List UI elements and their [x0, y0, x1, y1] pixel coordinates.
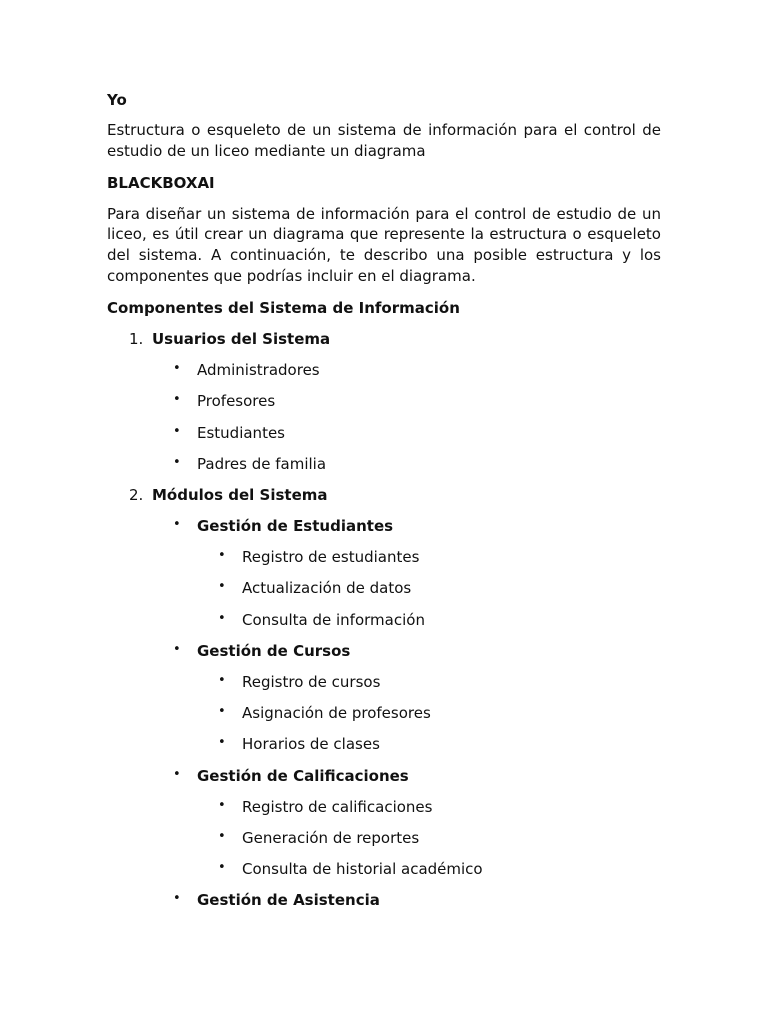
bullet-marker: •	[218, 673, 226, 689]
user-speaker-label: Yo	[107, 91, 127, 109]
sub-bullet-text: Consulta de información	[242, 610, 425, 629]
sub-bullet-text: Horarios de clases	[242, 735, 380, 754]
bullet-marker: •	[173, 891, 181, 907]
module-title: Gestión de Calificaciones	[197, 766, 409, 785]
bullet-marker: •	[173, 517, 181, 533]
bullet-item	[107, 390, 661, 421]
bullet-item	[107, 453, 661, 484]
bullet-marker: •	[173, 454, 181, 470]
numbered-item-title: Módulos del Sistema	[152, 485, 328, 504]
bullet-marker: •	[218, 828, 226, 844]
numbered-item	[107, 328, 661, 359]
bullet-item-text: Padres de familia	[197, 454, 327, 473]
bullet-marker: •	[173, 423, 181, 439]
sub-bullet-item	[107, 733, 661, 764]
sub-bullet-item	[107, 577, 661, 608]
sub-bullet-text: Actualización de datos	[242, 579, 412, 598]
module-item	[107, 765, 661, 796]
module-title: Gestión de Estudiantes	[197, 517, 394, 536]
sub-bullet-item	[107, 827, 661, 858]
bullet-marker: •	[218, 797, 226, 813]
bullet-marker: •	[218, 548, 226, 564]
bullet-marker: •	[173, 361, 181, 377]
sub-bullet-text: Registro de estudiantes	[242, 548, 420, 567]
user-message: Estructura o esqueleto de un sistema de información para el control de estudio de un liceo mediante un diagrama	[107, 121, 661, 160]
sub-bullet-text: Asignación de profesores	[242, 704, 431, 723]
bullet-marker: •	[218, 704, 226, 720]
module-item	[107, 889, 661, 920]
bullet-item-text: Profesores	[197, 392, 276, 411]
sub-bullet-item	[107, 671, 661, 702]
bullet-marker: •	[173, 766, 181, 782]
list-number: 2.	[129, 485, 144, 504]
sub-bullet-item	[107, 702, 661, 733]
bullet-item-text: Administradores	[197, 361, 320, 380]
assistant-speaker-label: BLACKBOXAI	[107, 173, 215, 192]
sub-bullet-item	[107, 546, 661, 577]
bullet-marker: •	[173, 641, 181, 657]
sub-bullet-item	[107, 796, 661, 827]
document-page	[107, 89, 661, 921]
bullet-item-text: Estudiantes	[197, 423, 285, 442]
module-title: Gestión de Cursos	[197, 641, 351, 660]
numbered-item-title: Usuarios del Sistema	[152, 329, 331, 348]
bullet-marker: •	[218, 735, 226, 751]
bullet-item	[107, 422, 661, 453]
module-item	[107, 640, 661, 671]
sub-bullet-text: Generación de reportes	[242, 828, 420, 847]
bullet-marker: •	[218, 610, 226, 626]
section-heading: Componentes del Sistema de Información	[107, 298, 460, 317]
sub-bullet-item	[107, 609, 661, 640]
sub-bullet-text: Consulta de historial académico	[242, 860, 483, 879]
module-item	[107, 515, 661, 546]
bullet-marker: •	[173, 392, 181, 408]
bullet-marker: •	[218, 579, 226, 595]
bullet-item	[107, 359, 661, 390]
bullet-marker: •	[218, 860, 226, 876]
sub-bullet-text: Registro de cursos	[242, 673, 381, 692]
list-number: 1.	[129, 329, 144, 348]
assistant-intro: Para diseñar un sistema de información para el control de estudio de un liceo, es útil crear un diagrama que represente la estructura o esqueleto del sistema. A continuación, te describo una posible estructura y los componentes que podrías incluir en el diagrama.	[107, 204, 661, 285]
numbered-item	[107, 484, 661, 515]
module-title: Gestión de Asistencia	[197, 891, 380, 910]
sub-bullet-item	[107, 858, 661, 889]
section-heading-row	[107, 297, 661, 328]
sub-bullet-text: Registro de calificaciones	[242, 797, 433, 816]
